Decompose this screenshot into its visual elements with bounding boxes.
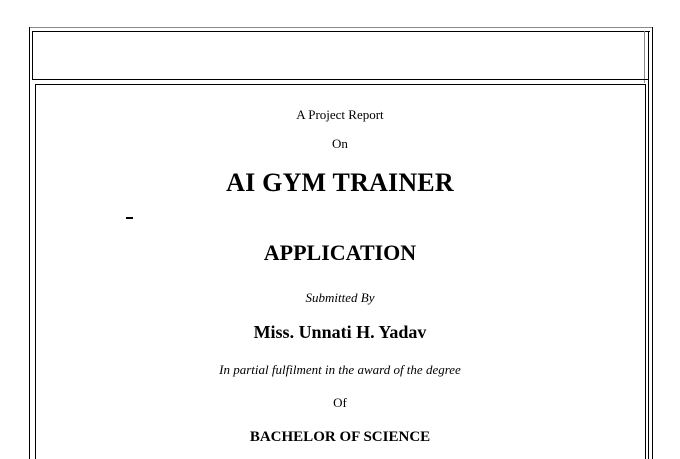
project-subtitle: APPLICATION: [263, 240, 417, 265]
of-label: Of: [333, 395, 347, 410]
frame-top-inner: [32, 31, 650, 32]
frame-right-inner-2: [644, 31, 645, 83]
project-title: AI GYM TRAINER: [226, 168, 454, 197]
degree-name: BACHELOR OF SCIENCE: [249, 429, 431, 445]
submitted-by-label: Submitted By: [305, 290, 375, 305]
partial-fulfilment-text: In partial fulfilment in the award of the degree: [219, 362, 461, 377]
on-label: On: [332, 136, 348, 151]
frame-top-outer: [29, 27, 652, 28]
stray-dash-mark: [126, 217, 133, 219]
content-frame-top: [35, 84, 645, 85]
report-label: A Project Report: [296, 107, 384, 122]
header-band-bottom: [32, 79, 648, 80]
student-name: Miss. Unnati H. Yadav: [253, 322, 427, 342]
frame-left-inner: [32, 31, 33, 79]
